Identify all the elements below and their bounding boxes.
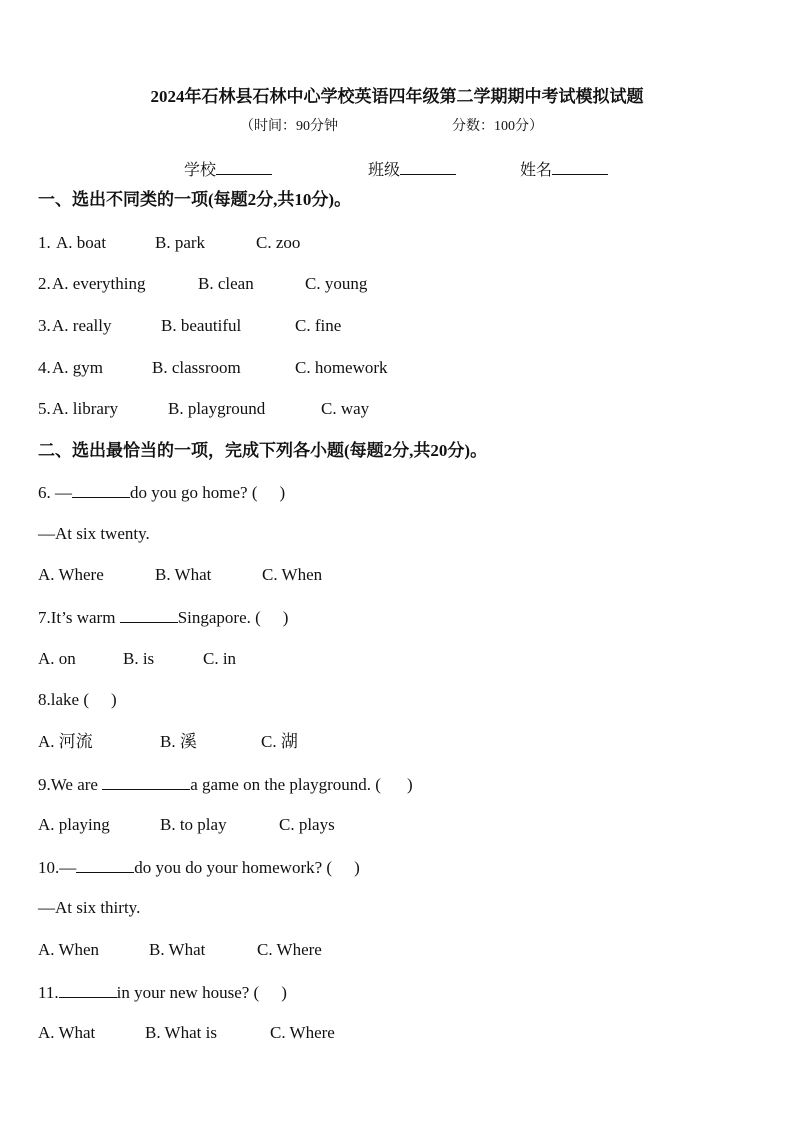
question-number: 3. [38, 316, 51, 335]
answer-blank [102, 774, 190, 790]
class-label: 班级 [368, 162, 401, 179]
option-c: C. in [203, 649, 237, 668]
answer-blank [72, 482, 130, 498]
school-label: 学校 [184, 162, 217, 179]
option-b: B. 溪 [160, 732, 197, 751]
answer-blank [120, 607, 178, 623]
question-number: 1. [38, 233, 51, 252]
exam-title: 2024年石林县石林中心学校英语四年级第二学期期中考试模拟试题 [150, 87, 644, 106]
answer-blank [76, 857, 134, 873]
question-text: a game on the playground. ( [190, 775, 381, 794]
option-c: C. 湖 [261, 732, 298, 751]
question-6-answer: —At six twenty. [38, 524, 150, 543]
close-paren: ) [282, 608, 289, 627]
option-c: C. plays [279, 815, 335, 834]
option-b: B. classroom [152, 358, 241, 377]
question-11 [38, 982, 287, 1003]
option-a: A. gym [52, 358, 103, 377]
question-number: 4. [38, 358, 51, 377]
option-c: C. Where [257, 940, 322, 959]
question-6 [38, 482, 285, 503]
option-c: C. zoo [256, 233, 301, 252]
exam-time: （时间：90分钟 [240, 119, 338, 134]
option-a: A. playing [38, 815, 110, 834]
option-b: B. is [123, 649, 155, 668]
question-9 [38, 774, 413, 795]
question-number: 10.— [38, 858, 77, 877]
exam-score: 分数：100分） [452, 119, 543, 134]
question-text: do you do your homework? ( [134, 858, 333, 877]
school-blank [216, 159, 272, 175]
question-7 [38, 607, 288, 628]
option-b: B. beautiful [161, 316, 242, 335]
option-b: B. clean [198, 274, 254, 293]
question-10-answer: —At six thirty. [38, 898, 141, 917]
close-paren: ) [110, 690, 117, 709]
question-number: 5. [38, 399, 51, 418]
option-c: C. young [305, 274, 368, 293]
option-a: A. library [52, 399, 119, 418]
question-number: 6. — [38, 483, 72, 502]
option-c: C. homework [295, 358, 388, 377]
option-a: A. 河流 [38, 732, 93, 751]
close-paren: ) [281, 983, 287, 1002]
option-a: A. really [52, 316, 112, 335]
option-b: B. to play [160, 815, 227, 834]
question-text: Singapore. ( [177, 608, 261, 627]
question-text: in your new house? ( [116, 983, 260, 1002]
option-c: C. way [321, 399, 370, 418]
option-a: A. Where [38, 565, 104, 584]
option-b: B. What [155, 565, 212, 584]
question-number: 11. [38, 983, 59, 1002]
option-b: B. What is [145, 1023, 217, 1042]
option-a: A. What [38, 1023, 96, 1042]
name-label: 姓名 [520, 162, 553, 179]
class-blank [400, 159, 456, 175]
close-paren: ) [406, 775, 413, 794]
option-a: A. everything [52, 274, 146, 293]
close-paren: ) [354, 858, 360, 877]
question-number: 9.We are [38, 775, 103, 794]
question-number: 2. [38, 274, 51, 293]
name-blank [552, 159, 608, 175]
option-a: A. boat [56, 233, 107, 252]
school-field [184, 159, 272, 181]
question-number: 7.It’s warm [38, 608, 120, 627]
option-a: A. When [38, 940, 100, 959]
option-c: C. fine [295, 316, 342, 335]
option-c: C. When [262, 565, 323, 584]
section1-heading: 一、选出不同类的一项(每题2分,共10分)。 [38, 190, 352, 209]
option-b: B. park [155, 233, 206, 252]
class-field [368, 159, 456, 181]
section2-heading: 二、选出最恰当的一项，完成下列各小题(每题2分,共20分)。 [38, 441, 488, 460]
option-b: B. What [149, 940, 206, 959]
name-field [520, 159, 608, 181]
answer-blank [59, 982, 117, 998]
option-b: B. playground [168, 399, 266, 418]
question-10 [38, 857, 360, 878]
close-paren: ) [279, 483, 286, 502]
question-number: 8.lake ( [38, 690, 89, 709]
question-8 [38, 690, 117, 710]
option-c: C. Where [270, 1023, 335, 1042]
question-text: do you go home? ( [130, 483, 258, 502]
option-a: A. on [38, 649, 76, 668]
